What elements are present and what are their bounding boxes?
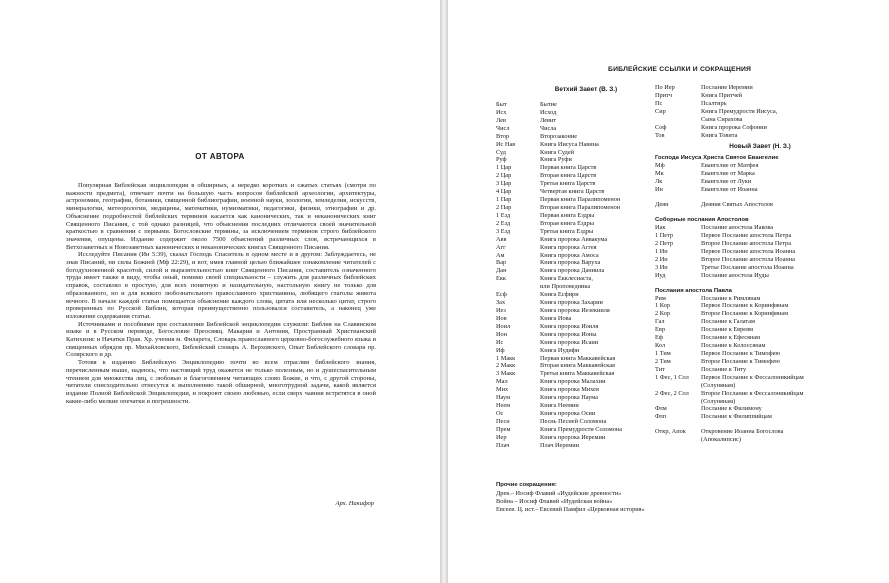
book-name: Второе Послание к Фессалоникийцам xyxy=(701,389,804,397)
abbrev-row xyxy=(655,264,865,272)
book-gutter xyxy=(440,0,448,583)
abbreviation: Лк xyxy=(655,178,663,186)
abbrev-row xyxy=(496,125,676,133)
abbrev-row xyxy=(496,410,676,418)
abbrev-row xyxy=(655,92,865,100)
abbrev-row xyxy=(655,186,865,194)
abbreviation: Наум xyxy=(496,394,511,402)
abbrev-list-revelation xyxy=(655,428,865,444)
book-name: Книга пророка Амоса xyxy=(540,251,599,259)
book-name: Первая книга Царств xyxy=(540,164,597,172)
abbreviation: Втор xyxy=(496,132,510,140)
abbrev-row xyxy=(655,436,865,444)
book-name: Книга пророка Наума xyxy=(540,394,599,402)
abbrev-row xyxy=(496,220,676,228)
left-page xyxy=(0,0,440,583)
book-name: Четвертая книга Царств xyxy=(540,188,605,196)
book-name: Книга пророка Малахии xyxy=(540,378,606,386)
abbrev-row xyxy=(496,117,676,125)
page-title: ОТ АВТОРА xyxy=(195,152,245,161)
abbreviation: Ис xyxy=(496,338,504,346)
book-name: Послание апостола Иакова xyxy=(701,224,774,232)
abbrev-row xyxy=(496,141,676,149)
book-name: Вторая книга Ездры xyxy=(540,219,594,227)
book-name: Откровение Иоанна Богослова xyxy=(701,428,784,436)
book-name: Книга пророка Ионы xyxy=(540,330,597,338)
abbreviation: Откр, Апок xyxy=(655,428,686,436)
book-name: Послание к Филимону xyxy=(701,405,762,413)
abbreviation: Суд xyxy=(496,148,506,156)
subsection-heading: Господа Иисуса Христа Святое Евангелие xyxy=(655,155,779,162)
abbrev-row xyxy=(496,275,676,283)
abbrev-column-right xyxy=(655,84,865,444)
abbreviation: 2 Езд xyxy=(496,219,511,227)
abbrev-row xyxy=(655,201,865,209)
abbreviation xyxy=(655,116,701,124)
abbreviation: 2 Петр xyxy=(655,239,674,247)
abbrev-row xyxy=(655,428,865,436)
book-name: Первое Послание к Тимофею xyxy=(701,349,781,357)
book-name: Исход xyxy=(540,108,557,116)
abbrev-row xyxy=(655,358,865,366)
abbrev-row xyxy=(496,244,676,252)
book-name: Третья книга Ездры xyxy=(540,227,594,235)
abbreviation: Мал xyxy=(496,378,508,386)
abbreviation: Еф xyxy=(655,334,663,342)
abbreviation: 4 Цар xyxy=(496,188,512,196)
preface-text xyxy=(66,182,376,405)
book-name: Первое Послание апостола Иоанна xyxy=(701,247,796,255)
book-name: Книга пророка Захарии xyxy=(540,299,603,307)
abbreviation: Плач xyxy=(496,441,510,449)
abbrev-row xyxy=(655,405,865,413)
refs-line: Евсеев. Ц. ист.– Евсевий Памфил «Церковная история» xyxy=(496,505,645,513)
abbreviation xyxy=(655,398,701,406)
abbrev-row xyxy=(655,342,865,350)
abbrev-row xyxy=(496,283,676,291)
abbreviation: 2 Цар xyxy=(496,172,512,180)
abbrev-row xyxy=(496,228,676,236)
abbreviation: Иоил xyxy=(496,322,511,330)
abbrev-row xyxy=(655,84,865,92)
section-heading: Новый Завет (Н. З.) xyxy=(729,143,791,151)
book-name: Евангелие от Матфея xyxy=(701,162,759,170)
refs-line: Древ.– Иосиф Флавий «Иудейские древности» xyxy=(496,489,622,497)
abbreviation: 1 Тим xyxy=(655,349,671,357)
book-name: Книга Премудрости Иисуса, xyxy=(701,107,778,115)
abbreviation: Мк xyxy=(655,170,664,178)
book-name: Книга Товита xyxy=(701,131,738,139)
abbrev-list-acts xyxy=(655,201,865,209)
book-name: Книга Неемии xyxy=(540,402,579,410)
book-name: (Солунянам) xyxy=(701,397,736,405)
abbrev-row xyxy=(496,331,676,339)
book-name: Книга Премудрости Соломона xyxy=(540,425,623,433)
abbreviation: 2 Ин xyxy=(655,255,668,263)
refs-line: Война – Иосиф Флавий «Иудейская война» xyxy=(496,497,613,505)
book-name: Первое Послание апостола Петра xyxy=(701,231,792,239)
abbreviation xyxy=(655,382,701,390)
abbreviation: Тит xyxy=(655,365,665,373)
book-name: Вторая книга Царств xyxy=(540,172,597,180)
abbreviation: Ос xyxy=(496,409,504,417)
paragraph: Исследуйте Писания (Ин 5:39), сказал Господь Спаситель в одном месте и в другом: Заблуждаетесь, не зная Писаний, ни силы Божией (Мф 22:29), и вот, имея главной целью ближайшее ознакомление читателей с богодухновенной красотой, силой и выразительностью книг Священного Писания, составитель означенного труда имеет также в виду, чтобы оный, помимо своей специальности – служить для различных библейских справок, составлял в простую, для всех понятную и назидательную, настольную книгу не только для образованного, но и для всякого любознательного православного христианина, любящего глаголы живота вечного. В начале каждой статьи помещается объяснение каждого слова, цитата или несколько цитат, строго проверенных по Русской Библии, которая преимущественно пользовался составитель, а наконец уже изложение содержания статьи. xyxy=(66,251,376,320)
abbreviation: 1 Кор xyxy=(655,302,670,310)
abbrev-row xyxy=(655,116,865,124)
abbrev-row xyxy=(655,240,865,248)
abbrev-row xyxy=(655,256,865,264)
abbrev-row xyxy=(496,252,676,260)
abbrev-row xyxy=(496,259,676,267)
abbrev-row xyxy=(496,402,676,410)
abbrev-row xyxy=(496,204,676,212)
book-name: Первая книга Ездры xyxy=(540,211,595,219)
book-name: Второе Послание апостола Иоанна xyxy=(701,255,795,263)
abbrev-row xyxy=(655,272,865,280)
paragraph: Источниками и пособиями при составлении Библейской энциклопедии служили: Библия на Славянском языке и в Русском переводе, Богословие Преосвящ. Макария и Антония, Пространный Христианский Катихизис и Начатки Прав. Хр. учения м. Филарета, Словарь православного церковно-богослужебного языка и священных обрядов пр. Михайловского, Библейский словарь А. Верховского, Опыт Библейского словаря пр. Солярского и др. xyxy=(66,320,376,359)
book-name: Первая книга Маккавейская xyxy=(540,354,616,362)
book-name: Сына Сирахова xyxy=(701,115,743,123)
book-name: Книга Екклесиаста, xyxy=(540,275,593,283)
subsection-heading: Послания апостола Павла xyxy=(655,287,732,294)
abbreviation: 2 Макк xyxy=(496,362,516,370)
abbrev-row xyxy=(496,355,676,363)
abbrev-row xyxy=(655,108,865,116)
book-name: Послание к Колоссянам xyxy=(701,342,766,350)
abbreviation: Флм xyxy=(655,405,667,413)
abbreviation: Деян xyxy=(655,201,669,209)
abbrev-row xyxy=(496,196,676,204)
abbrev-row xyxy=(655,224,865,232)
abbrev-row xyxy=(496,323,676,331)
book-name: Книга Иова xyxy=(540,314,572,322)
abbreviation: 3 Макк xyxy=(496,370,516,378)
book-name: Книга пророка Иеремии xyxy=(540,433,606,441)
abbreviation: Исх xyxy=(496,108,507,116)
abbreviation: Иуд xyxy=(655,271,666,279)
book-name: Евангелие от Марка xyxy=(701,170,755,178)
abbreviation: Мф xyxy=(655,162,665,170)
book-name: Книга пророка Даниила xyxy=(540,267,605,275)
book-name: Книга Есфири xyxy=(540,291,579,299)
abbrev-row xyxy=(655,326,865,334)
book-name: или Проповедника xyxy=(540,283,591,291)
abbreviation: По Иер xyxy=(655,84,675,91)
book-name: Второе Послание к Коринфянам xyxy=(701,310,789,318)
abbreviation: 2 Пар xyxy=(496,203,512,211)
abbreviation: Числ xyxy=(496,124,510,132)
book-name: Евангелие от Луки xyxy=(701,178,752,186)
abbrev-row xyxy=(655,318,865,326)
abbreviation: 1 Цар xyxy=(496,164,512,172)
abbrev-row xyxy=(496,156,676,164)
abbrev-row xyxy=(496,149,676,157)
abbreviation: Есф xyxy=(496,291,507,299)
book-name: Книга пророка Софонии xyxy=(701,123,767,131)
abbreviation: Руф xyxy=(496,156,507,164)
signature: Арх. Никифор xyxy=(335,500,374,507)
book-name: Книга пророка Иоиля xyxy=(540,322,599,330)
abbreviation: Иов xyxy=(496,314,507,322)
abbrev-row xyxy=(496,299,676,307)
abbreviation: Гал xyxy=(655,318,665,326)
abbrev-row xyxy=(655,310,865,318)
book-name: Книга Притчей xyxy=(701,91,743,99)
abbreviation: Лев xyxy=(496,116,506,124)
abbrev-row xyxy=(655,302,865,310)
abbreviation: Иер xyxy=(496,433,507,441)
book-name: (Апокалипсис) xyxy=(701,436,741,444)
abbrev-row xyxy=(655,248,865,256)
book-name: Левит xyxy=(540,116,557,124)
abbreviation: Неем xyxy=(496,402,511,410)
book-name: Послание к Евреям xyxy=(701,326,753,334)
page-title: БИБЛЕЙСКИЕ ССЫЛКИ И СОКРАЩЕНИЯ xyxy=(608,66,752,73)
abbreviation: Иак xyxy=(655,224,666,232)
abbreviation: Ис Нав xyxy=(496,140,516,148)
abbrev-row xyxy=(496,315,676,323)
book-name: Вторая книга Паралипоменон xyxy=(540,203,621,211)
abbreviation: 1 Фес, 1 Сол xyxy=(655,373,689,381)
abbrev-row xyxy=(496,109,676,117)
section-heading: Ветхий Завет (В. З.) xyxy=(554,86,618,93)
book-name: Послание к Титу xyxy=(701,365,747,373)
book-name: Книга пророка Варуха xyxy=(540,259,601,267)
book-name: Книга пророка Осии xyxy=(540,409,596,417)
abbrev-list-ot-cont xyxy=(655,84,865,139)
book-name: Третья книга Маккавейская xyxy=(540,370,615,378)
book-name: Вторая книга Маккавейская xyxy=(540,362,615,370)
abbrev-row xyxy=(496,212,676,220)
abbreviation: Ион xyxy=(496,330,508,338)
other-abbreviations xyxy=(496,482,645,514)
abbreviation: Рим xyxy=(655,294,666,302)
abbreviation: Ам xyxy=(496,251,505,259)
book-name: Книга пророка Иезекииля xyxy=(540,306,610,314)
abbrev-column-left xyxy=(496,86,676,450)
abbreviation: Флп xyxy=(655,413,667,421)
book-name: Послание к Галатам xyxy=(701,318,756,326)
abbreviation: 2 Тим xyxy=(655,357,671,365)
abbrev-row xyxy=(496,434,676,442)
book-name: Числа xyxy=(540,124,557,132)
book-name: Послание Иеремии xyxy=(701,84,753,91)
abbreviation: 3 Цар xyxy=(496,180,512,188)
abbrev-list-gospels xyxy=(655,162,865,194)
abbreviation: Быт xyxy=(496,101,507,108)
abbrev-list-ot xyxy=(496,101,676,450)
abbrev-row xyxy=(655,413,865,421)
abbrev-row xyxy=(655,350,865,358)
abbrev-row xyxy=(496,394,676,402)
abbrev-row xyxy=(496,236,676,244)
abbreviation: 1 Макк xyxy=(496,354,516,362)
abbrev-row xyxy=(655,170,865,178)
abbrev-row xyxy=(655,100,865,108)
book-name: Песнь Песней Соломона xyxy=(540,417,607,425)
book-name: Псалтирь xyxy=(701,99,727,107)
book-name: Деяния Святых Апостолов xyxy=(701,201,773,209)
book-name: (Солунянам) xyxy=(701,381,736,389)
abbrev-row xyxy=(655,390,865,398)
abbrev-row xyxy=(655,366,865,374)
abbrev-row xyxy=(496,267,676,275)
subsection-heading: Соборные послания Апостолов xyxy=(655,217,749,224)
book-name: Книга пророка Аввакума xyxy=(540,235,608,243)
abbreviation xyxy=(496,283,540,291)
book-name: Книга Иудифи xyxy=(540,346,580,354)
book-name: Послание к Ефесянам xyxy=(701,334,761,342)
abbreviation: 1 Петр xyxy=(655,231,674,239)
abbreviation: Евр xyxy=(655,326,665,334)
abbrev-row xyxy=(655,382,865,390)
book-name: Второзаконие xyxy=(540,132,578,140)
abbreviation: Агг xyxy=(496,243,506,251)
abbrev-row xyxy=(655,178,865,186)
right-page xyxy=(448,0,889,583)
book-name: Второе Послание к Тимофею xyxy=(701,357,780,365)
abbreviation: Иф xyxy=(496,346,505,354)
book-name: Первая книга Паралипоменон xyxy=(540,196,621,204)
abbrev-row xyxy=(496,164,676,172)
abbreviation: Соф xyxy=(655,123,667,131)
abbreviation: 1 Пар xyxy=(496,196,512,204)
abbrev-row xyxy=(496,386,676,394)
abbreviation: Мих xyxy=(496,386,509,394)
abbrev-row xyxy=(655,232,865,240)
abbrev-row xyxy=(655,124,865,132)
book-name: Бытие xyxy=(540,101,557,108)
book-name: Книга пророка Аггея xyxy=(540,243,597,251)
book-name: Книга Иисуса Навина xyxy=(540,140,599,148)
abbrev-row xyxy=(496,370,676,378)
abbrev-row xyxy=(496,101,676,109)
abbrev-row xyxy=(496,418,676,426)
book-name: Книга пророка Михея xyxy=(540,386,599,394)
book-name: Послание к Филиппийцам xyxy=(701,413,772,421)
abbrev-row xyxy=(496,133,676,141)
abbrev-row xyxy=(655,398,865,406)
abbreviation: Тов xyxy=(655,131,665,139)
abbrev-row xyxy=(496,347,676,355)
abbrev-row xyxy=(655,162,865,170)
abbrev-row xyxy=(496,307,676,315)
abbrev-row xyxy=(655,334,865,342)
abbrev-row xyxy=(496,426,676,434)
abbreviation xyxy=(655,436,701,444)
abbreviation: Авв xyxy=(496,235,507,243)
paragraph: Популярная Библейская энциклопедия в обширных, а нередко коротких и сжатых статьях (смотря по важности предмета), отвечает почти на большую часть вопросов библейской археологии, архитектуры, астрономии, географии, ботаники, священной библиографии, военной науки, зоологии, земледелия, искусств, минералогии, метеорологии, медицины, математики, нумизматики, педагогики, физики, этнографии и др. Объяснение подробностей библейских терминов касается как канонических, так и неканонических книг Священного Писания, с той однако разницей, что объяснения последних отличаются своей значительной краткостью в сравнении с первыми. Богословские термины, за исключением терминов строго библейского значения, опущены. Издание содержит около 7500 объяснений различных слов, встречающихся в Ветхозаветных и Новозаветных канонических и неканонических книгах Священного Писания. xyxy=(66,182,376,251)
abbreviation: Пс xyxy=(655,99,663,107)
abbrev-row xyxy=(496,442,676,450)
abbrev-row xyxy=(496,172,676,180)
abbrev-row xyxy=(655,295,865,303)
abbrev-row xyxy=(655,374,865,382)
abbreviation: Песн xyxy=(496,417,510,425)
refs-heading: Прочие сокращения: xyxy=(496,482,557,488)
abbrev-row xyxy=(496,291,676,299)
abbreviation: Ин xyxy=(655,186,663,194)
book-name: Второе Послание апостола Петра xyxy=(701,239,791,247)
abbreviation: Дан xyxy=(496,267,507,275)
abbreviation: 2 Фес, 2 Сол xyxy=(655,389,689,397)
abbreviation: Сир xyxy=(655,107,666,115)
abbrev-row xyxy=(496,378,676,386)
abbreviation: Зах xyxy=(496,299,506,307)
abbreviation: Кол xyxy=(655,342,666,350)
abbreviation: 1 Езд xyxy=(496,211,511,219)
book-name: Первое Послание к Коринфянам xyxy=(701,302,789,310)
abbrev-list-catholic xyxy=(655,224,865,279)
book-name: Первое Послание к Фессалоникийцам xyxy=(701,373,804,381)
book-name: Плач Иеремии xyxy=(540,441,579,449)
abbreviation: 2 Кор xyxy=(655,310,670,318)
abbrev-row xyxy=(496,188,676,196)
abbreviation: 1 Ин xyxy=(655,247,668,255)
abbreviation: Притч xyxy=(655,91,672,99)
book-name: Третье Послание апостола Иоанна xyxy=(701,263,794,271)
abbreviation: Екк xyxy=(496,275,506,283)
book-name: Послание апостола Иуды xyxy=(701,271,769,279)
abbreviation: 3 Ин xyxy=(655,263,668,271)
book-name: Евангелие от Иоанна xyxy=(701,186,758,194)
abbreviation: Иез xyxy=(496,306,506,314)
book-name: Книга Судей xyxy=(540,148,575,156)
paragraph: Тотовя к изданию Библейскую Энциклопедию почти во всем отраслям библейского знания, перечисленным выше, надеюсь, что настоящий труд окажется не только полезным, но и душеспасительным чтением для множества лиц, с любовью и благоговением читающих слово Божие, и что, с другой стороны, читатели снисходительно отнесутся к выполнению такой обширной, многотрудной задачи, какой является издание Полной Библейской Энциклопедии, и покроют своею любовью, если сверх чаяния встретятся в оной какие-либо мелкие опечатки и погрешности. xyxy=(66,359,376,405)
book-name: Третья книга Царств xyxy=(540,180,596,188)
abbrev-row xyxy=(655,132,865,140)
book-name: Книга пророка Исаии xyxy=(540,338,599,346)
abbreviation: Вар xyxy=(496,259,507,267)
book-name: Послание к Римлянам xyxy=(701,294,761,302)
abbreviation: Прем xyxy=(496,425,511,433)
abbrev-row xyxy=(496,339,676,347)
book-name: Книга Руфи xyxy=(540,156,572,164)
abbreviation: 3 Езд xyxy=(496,227,511,235)
abbrev-row xyxy=(496,362,676,370)
abbrev-row xyxy=(496,180,676,188)
abbrev-list-paul xyxy=(655,295,865,422)
